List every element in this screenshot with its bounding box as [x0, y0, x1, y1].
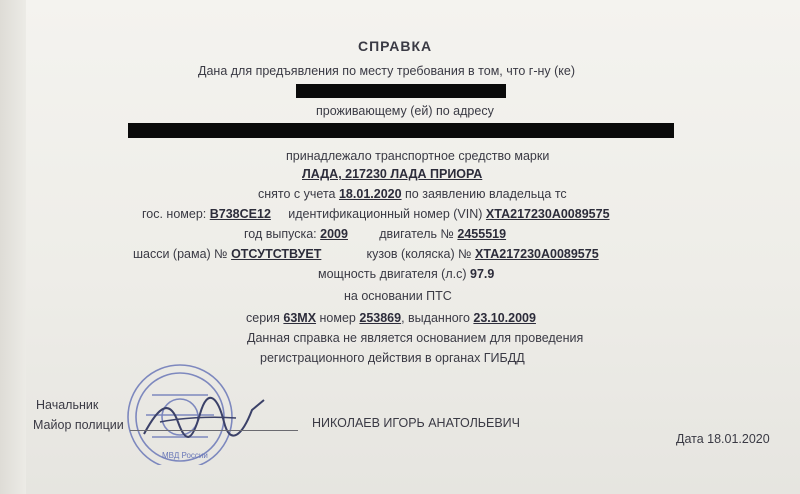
engine-label: двигатель № — [379, 227, 454, 241]
vehicle-model: ЛАДА, 217230 ЛАДА ПРИОРА — [302, 167, 483, 181]
page-edge-shadow — [0, 0, 26, 494]
document-title: СПРАВКА — [358, 38, 433, 54]
power-row — [318, 267, 494, 281]
power-value: 97.9 — [470, 267, 495, 281]
address-label: проживающему (ей) по адресу — [316, 104, 494, 118]
body-value: ХТА217230А0089575 — [475, 247, 599, 261]
signature-line — [130, 430, 298, 431]
deregistered-label: снято с учета — [258, 187, 336, 201]
power-label: мощность двигателя (л.с) — [318, 267, 467, 281]
redacted-name — [296, 84, 506, 98]
number-value: 253869 — [359, 311, 402, 325]
position-title: Начальник — [36, 398, 99, 412]
pts-row — [246, 311, 536, 325]
vin-value: ХТА217230А0089575 — [485, 207, 610, 221]
vin-label: идентификационный номер (VIN) — [288, 207, 483, 221]
deregistered-suffix: по заявлению владельца тс — [405, 187, 567, 201]
number-label: номер — [319, 311, 356, 325]
chassis-body-row — [133, 247, 599, 261]
stamp-caption: МВД России — [162, 451, 208, 460]
redacted-address — [128, 123, 674, 138]
issued-value: 23.10.2009 — [473, 311, 536, 325]
note-line-1: Данная справка не является основанием для проведения — [247, 331, 584, 345]
position-rank: Майор полиции — [33, 418, 124, 432]
deregistered-row — [258, 187, 567, 201]
plate-label: гос. номер: — [142, 207, 207, 221]
plate-vin-row — [142, 207, 610, 221]
deregistered-date: 18.01.2020 — [338, 187, 402, 201]
intro-line: Дана для предъявления по месту требования в том, что г-ну (ке) — [198, 64, 576, 78]
document-date: Дата 18.01.2020 — [676, 432, 770, 446]
engine-value: 2455519 — [457, 227, 507, 241]
chassis-value: ОТСУТСТВУЕТ — [231, 247, 322, 261]
body-label: кузов (коляска) № — [366, 247, 472, 261]
note-line-2: регистрационного действия в органах ГИБДД — [260, 351, 525, 365]
signer-name: НИКОЛАЕВ ИГОРЬ АНАТОЛЬЕВИЧ — [312, 416, 520, 430]
year-label: год выпуска: — [244, 227, 317, 241]
year-value: 2009 — [320, 227, 348, 241]
plate-value: В738СЕ12 — [209, 207, 271, 221]
chassis-label: шасси (рама) № — [133, 247, 228, 261]
basis-line: на основании ПТС — [344, 289, 452, 303]
issued-label: , выданного — [401, 311, 470, 325]
series-value: 63МХ — [283, 311, 317, 325]
year-engine-row — [244, 227, 506, 241]
signature — [140, 392, 270, 447]
series-label: серия — [246, 311, 280, 325]
vehicle-intro: принадлежало транспортное средство марки — [286, 149, 550, 163]
